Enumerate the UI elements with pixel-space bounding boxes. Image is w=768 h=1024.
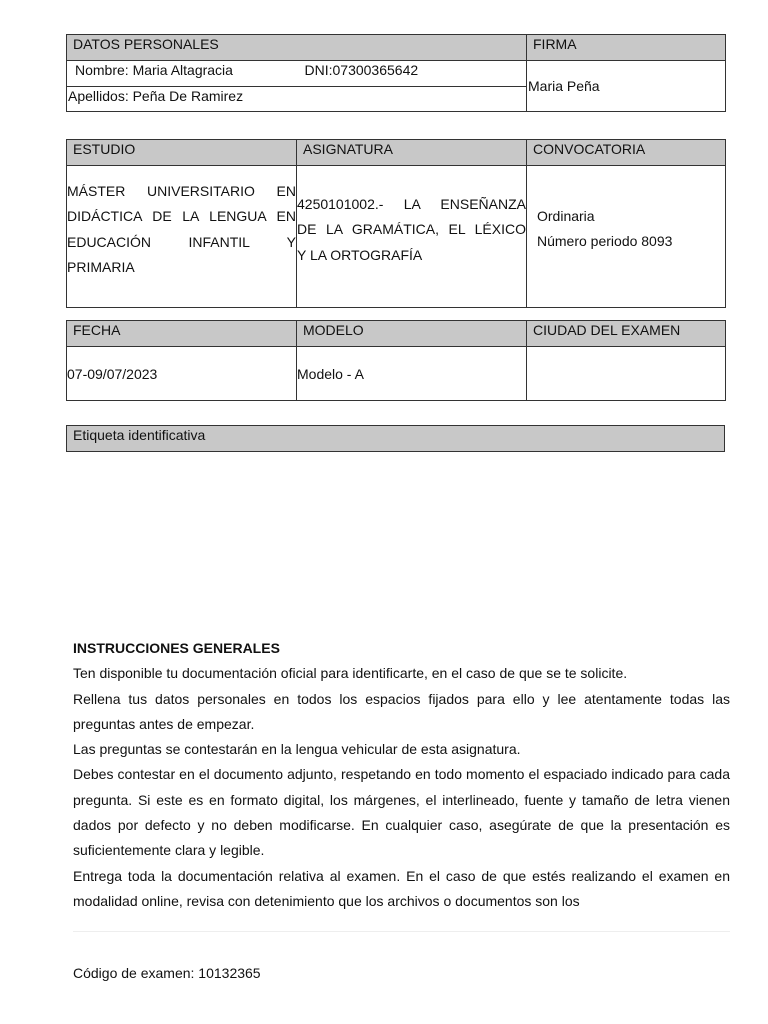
instruction-paragraph: Las preguntas se contestarán en la lengua vehicular de esta asignatura.: [73, 741, 521, 758]
estudio-line: PRIMARIA: [67, 258, 135, 275]
firma-header: FIRMA: [527, 35, 726, 61]
exam-code: Código de examen: 10132365: [73, 965, 261, 981]
asignatura-header: ASIGNATURA: [297, 140, 527, 166]
personal-data-header: DATOS PERSONALES: [67, 35, 527, 61]
fecha-cell: [67, 347, 297, 401]
instruction-paragraph: Debes contestar en el documento adjunto, respetando en todo momento el espaciado indicado para cada pregunta. Si este es en formato digital, los márgenes, el interlineado, fuente y tamaño de letra vienen dados por defecto y no deben modificarse. En cualquier caso, asegúrate de que la presentación es suficientemente clara y legible.: [73, 766, 730, 859]
convocatoria-cell: [527, 166, 726, 308]
ciudad-cell: [527, 347, 726, 401]
instructions-title: INSTRUCCIONES GENERALES: [73, 640, 280, 656]
estudio-line: MÁSTER UNIVERSITARIO EN: [67, 183, 296, 199]
apellidos-cell: [67, 87, 527, 112]
instruction-paragraph: Entrega toda la documentación relativa al examen. En el caso de que estés realizando el examen en modalidad online, revisa con detenimiento que los archivos o documentos son los: [73, 867, 730, 909]
nombre-cell: [67, 61, 527, 87]
fecha-header: FECHA: [67, 321, 297, 347]
exam-info-table: [66, 320, 726, 401]
apellidos-value: Apellidos: Peña De Ramirez: [68, 88, 244, 104]
convocatoria-header: CONVOCATORIA: [527, 140, 726, 166]
ciudad-header: CIUDAD DEL EXAMEN: [527, 321, 726, 347]
firma-value: Maria Peña: [528, 78, 600, 94]
study-table: [66, 139, 726, 308]
periodo-value: Número periodo 8093: [537, 233, 673, 250]
dni-value: DNI:07300365642: [304, 62, 419, 78]
modelo-cell: [297, 347, 527, 401]
asignatura-line: DE LA GRAMÁTICA, EL LÉXICO: [297, 221, 526, 238]
instruction-paragraph: Rellena tus datos personales en todos los espacios fijados para ello y lee atentamente todas las preguntas antes de empezar.: [73, 690, 730, 732]
estudio-line: DIDÁCTICA DE LA LENGUA EN: [67, 208, 296, 225]
estudio-line: EDUCACIÓN INFANTIL Y: [67, 233, 296, 250]
asignatura-line: 4250101002.- LA ENSEÑANZA: [297, 196, 526, 212]
estudio-cell: [67, 166, 297, 308]
label-table: [66, 425, 725, 452]
general-instructions: [73, 636, 730, 914]
label-header: Etiqueta identificativa: [67, 426, 725, 452]
modelo-header: MODELO: [297, 321, 527, 347]
asignatura-cell: [297, 166, 527, 308]
personal-data-table: [66, 34, 726, 112]
fecha-value: 07-09/07/2023: [67, 365, 158, 382]
nombre-value: Nombre: Maria Altagracia: [75, 62, 233, 78]
convocatoria-value: Ordinaria: [537, 208, 595, 224]
modelo-value: Modelo - A: [297, 365, 364, 382]
asignatura-line: Y LA ORTOGRAFÍA: [297, 246, 423, 263]
firma-cell: [527, 61, 726, 112]
estudio-header: ESTUDIO: [67, 140, 297, 166]
footer-divider: [73, 931, 730, 932]
instruction-paragraph: Ten disponible tu documentación oficial para identificarte, en el caso de que se te solicite.: [73, 665, 628, 682]
